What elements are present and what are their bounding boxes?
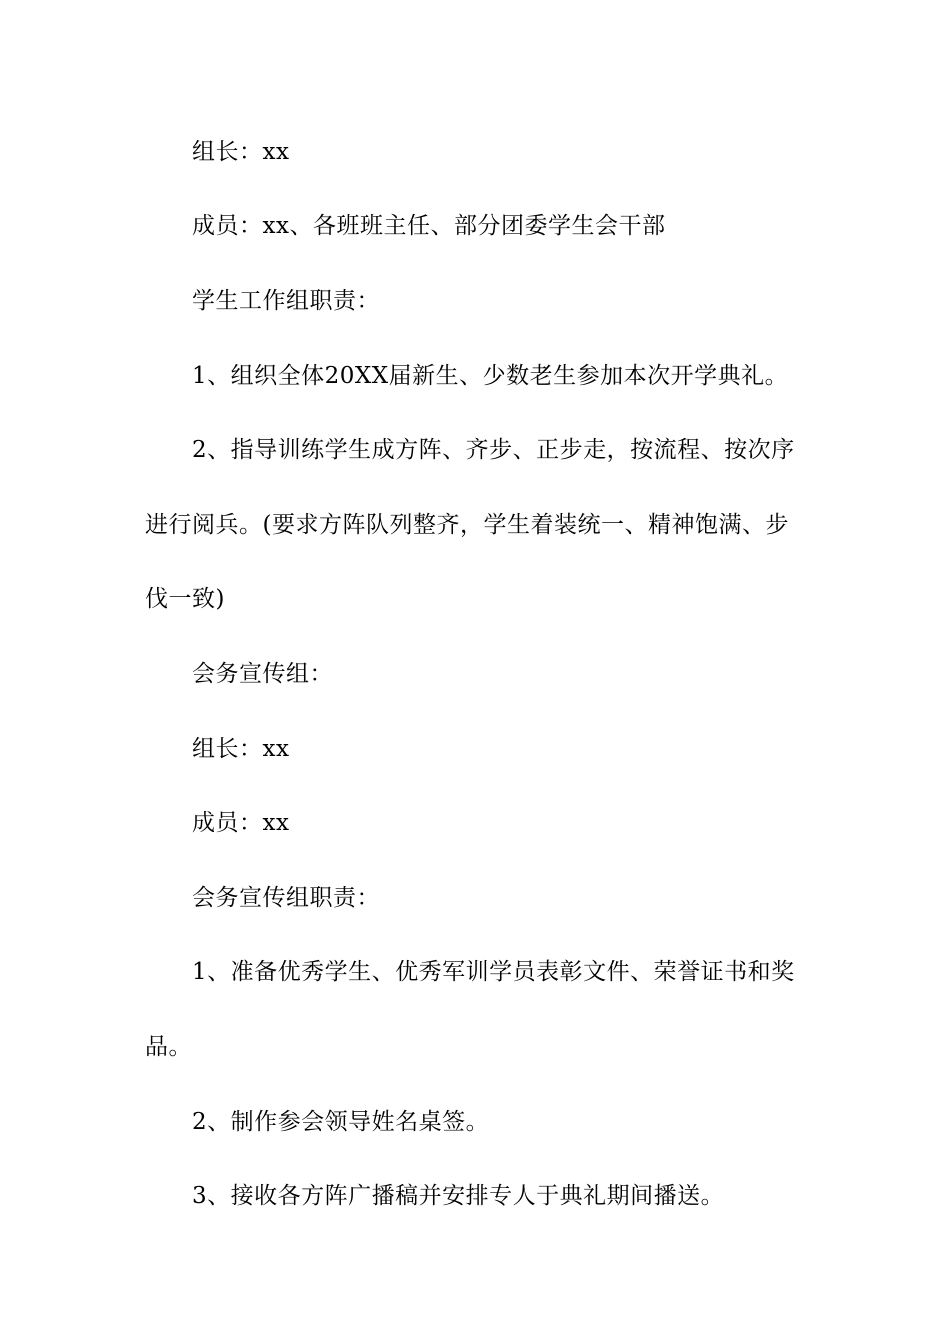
publicity-group-heading: 会务宣传组： [192, 661, 333, 687]
student-duty-item-2: 2、指导训练学生成方阵、齐步、正步走，按流程、按次序 [192, 437, 795, 463]
publicity-duty-item-3: 3、接收各方阵广播稿并安排专人于典礼期间播送。 [192, 1183, 725, 1209]
publicity-members-line: 成员：xx [192, 810, 290, 836]
team-members-line: 成员：xx、各班班主任、部分团委学生会干部 [192, 213, 666, 239]
student-work-duties-heading: 学生工作组职责： [192, 288, 380, 314]
student-duty-item-2-continued: 进行阅兵。(要求方阵队列整齐，学生着装统一、精神饱满、步 [145, 512, 789, 538]
student-duty-item-2-end: 伐一致) [145, 586, 225, 612]
publicity-duty-item-1: 1、准备优秀学生、优秀军训学员表彰文件、荣誉证书和奖 [192, 959, 795, 985]
publicity-duty-item-2: 2、制作参会领导姓名桌签。 [192, 1109, 490, 1135]
publicity-leader-line: 组长：xx [192, 736, 290, 762]
team-leader-line: 组长：xx [192, 139, 290, 165]
publicity-duties-heading: 会务宣传组职责： [192, 885, 380, 911]
publicity-duty-item-1-end: 品。 [145, 1034, 192, 1060]
student-duty-item-1: 1、组织全体20XX届新生、少数老生参加本次开学典礼。 [192, 363, 789, 389]
